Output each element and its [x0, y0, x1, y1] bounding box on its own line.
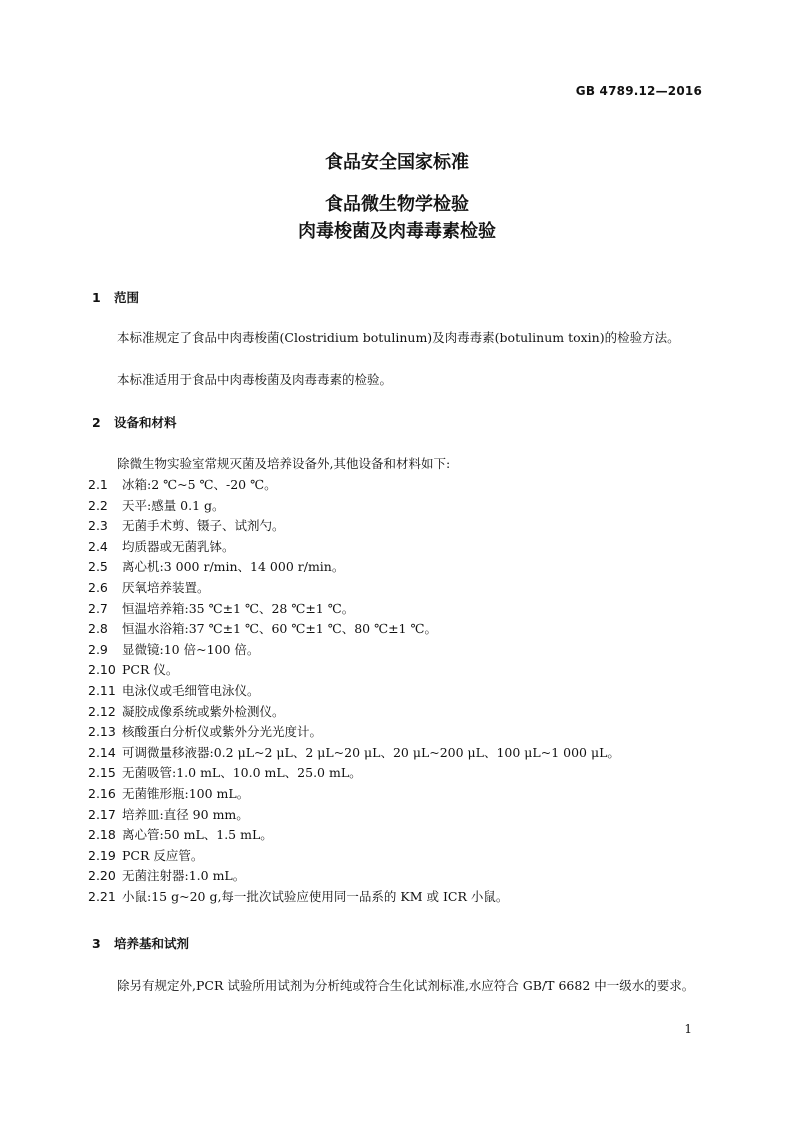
section-1-heading	[92, 289, 139, 307]
page-number: 1	[684, 1022, 692, 1036]
item-text: 离心机:3 000 r/min、14 000 r/min。	[122, 559, 345, 575]
list-item	[88, 866, 708, 887]
item-number: 2.1	[88, 477, 108, 492]
item-number: 2.20	[88, 868, 116, 884]
list-item	[88, 846, 708, 867]
item-text: 显微镜:10 倍~100 倍。	[122, 641, 260, 657]
list-item	[88, 887, 708, 908]
item-text: 无菌注射器:1.0 mL。	[122, 868, 246, 884]
list-item	[88, 599, 708, 620]
item-number: 2.18	[88, 827, 116, 843]
title-line-3: 肉毒梭菌及肉毒毒素检验	[298, 221, 496, 242]
standard-code: GB 4789.12—2016	[575, 84, 702, 98]
list-item	[88, 763, 708, 784]
item-number: 2.9	[88, 641, 108, 657]
paragraph-text: 除另有规定外,PCR 试验所用试剂为分析纯或符合生化试剂标准,水应符合 GB/T 6682 中一级水的要求。	[117, 978, 695, 993]
item-number: 2.11	[88, 682, 116, 698]
item-text: 电泳仪或毛细管电泳仪。	[122, 682, 260, 698]
title-line-1: 食品安全国家标准	[325, 152, 469, 173]
section-3-heading	[92, 935, 189, 953]
item-number: 2.8	[88, 621, 108, 637]
item-number: 2.16	[88, 785, 116, 801]
list-item	[88, 557, 708, 578]
list-item	[88, 805, 708, 826]
item-text: 恒温水浴箱:37 ℃±1 ℃、60 ℃±1 ℃、80 ℃±1 ℃。	[122, 621, 437, 637]
item-text: 小鼠:15 g~20 g,每一批次试验应使用同一品系的 KM 或 ICR 小鼠。	[122, 888, 509, 904]
section-2-heading	[92, 414, 177, 432]
list-item	[88, 722, 708, 743]
list-item	[88, 475, 708, 496]
equipment-list	[88, 475, 708, 907]
item-text: 冰箱:2 ℃~5 ℃、-20 ℃。	[122, 477, 277, 492]
item-number: 2.6	[88, 579, 108, 595]
section-1-paragraph-2	[92, 370, 706, 391]
section-number: 2	[92, 415, 101, 430]
section-number: 3	[92, 936, 101, 951]
section-2-intro	[92, 454, 706, 475]
item-text: 凝胶成像系统或紫外检测仪。	[122, 703, 285, 719]
list-item	[88, 578, 708, 599]
item-number: 2.12	[88, 703, 116, 719]
item-number: 2.3	[88, 518, 108, 534]
list-item	[88, 743, 708, 764]
item-text: 可调微量移液器:0.2 μL~2 μL、2 μL~20 μL、20 μL~200 μL、100 μL~1 000 μL。	[122, 744, 620, 760]
item-number: 2.13	[88, 724, 116, 740]
item-number: 2.14	[88, 744, 116, 760]
item-number: 2.17	[88, 806, 116, 822]
item-text: PCR 仪。	[122, 662, 179, 678]
list-item	[88, 619, 708, 640]
section-title: 范围	[114, 290, 140, 305]
item-number: 2.15	[88, 765, 116, 781]
item-text: 核酸蛋白分析仪或紫外分光光度计。	[122, 724, 323, 740]
item-text: 无菌手术剪、镊子、试剂勺。	[122, 518, 285, 534]
item-number: 2.10	[88, 662, 116, 678]
list-item	[88, 681, 708, 702]
item-text: 天平:感量 0.1 g。	[122, 497, 225, 513]
list-item	[88, 660, 708, 681]
item-text: 无菌锥形瓶:100 mL。	[122, 785, 250, 801]
item-number: 2.5	[88, 559, 108, 575]
title-line-2: 食品微生物学检验	[325, 194, 469, 215]
paragraph-text: 本标准适用于食品中肉毒梭菌及肉毒毒素的检验。	[117, 372, 393, 387]
item-text: 离心管:50 mL、1.5 mL。	[122, 827, 273, 843]
paragraph-text: 除微生物实验室常规灭菌及培养设备外,其他设备和材料如下:	[117, 456, 451, 471]
item-text: 培养皿:直径 90 mm。	[122, 806, 249, 822]
list-item	[88, 496, 708, 517]
item-number: 2.19	[88, 847, 116, 863]
list-item	[88, 516, 708, 537]
list-item	[88, 640, 708, 661]
item-number: 2.7	[88, 600, 108, 616]
item-text: 均质器或无菌乳钵。	[122, 538, 235, 554]
list-item	[88, 825, 708, 846]
section-1-paragraph-1	[92, 328, 706, 349]
list-item	[88, 537, 708, 558]
section-3-paragraph-1	[92, 976, 706, 997]
paragraph-text: 本标准规定了食品中肉毒梭菌(Clostridium botulinum)及肉毒毒素(botulinum toxin)的检验方法。	[117, 330, 680, 345]
item-text: 恒温培养箱:35 ℃±1 ℃、28 ℃±1 ℃。	[122, 600, 355, 616]
section-number: 1	[92, 290, 101, 305]
item-number: 2.2	[88, 497, 108, 513]
section-title: 培养基和试剂	[114, 936, 190, 951]
item-number: 2.21	[88, 888, 116, 904]
item-text: PCR 反应管。	[122, 847, 204, 863]
item-number: 2.4	[88, 538, 108, 554]
list-item	[88, 702, 708, 723]
section-title: 设备和材料	[114, 415, 177, 430]
item-text: 厌氧培养装置。	[122, 579, 210, 595]
item-text: 无菌吸管:1.0 mL、10.0 mL、25.0 mL。	[122, 765, 362, 781]
list-item	[88, 784, 708, 805]
